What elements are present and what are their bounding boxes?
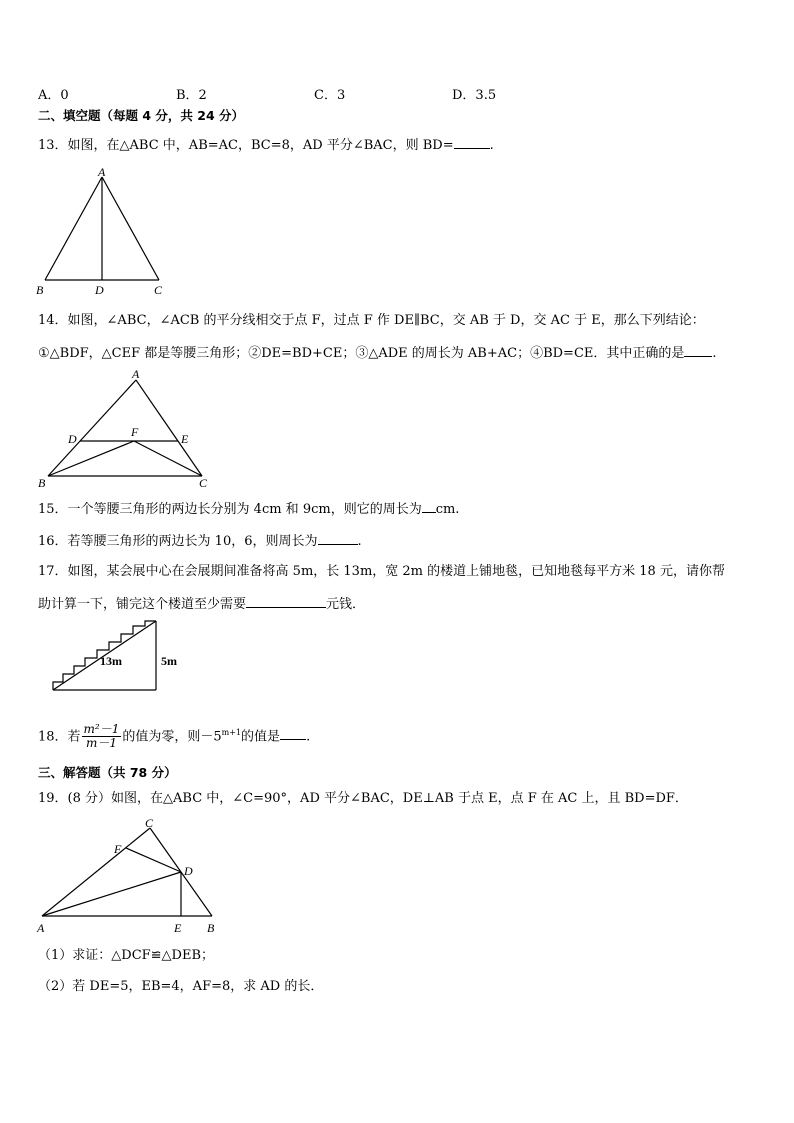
q13-label-d: D xyxy=(95,283,104,297)
q17-label-height: 5m xyxy=(161,654,177,668)
q13-label-a: A xyxy=(98,165,106,179)
section-3-title: 三、解答题（共 78 分） xyxy=(38,765,177,780)
q19-figure xyxy=(30,812,230,937)
question-18 xyxy=(38,713,310,753)
q15-end: cm. xyxy=(435,502,460,517)
q17-text: 助计算一下，铺完这个楼道至少需要 xyxy=(38,597,247,612)
q18-end: . xyxy=(306,729,311,745)
q13-end: . xyxy=(489,138,494,153)
q17-staircase-figure xyxy=(50,618,190,698)
q19-label-a: A xyxy=(37,921,45,935)
q14-text: ①△BDF，△CEF 都是等腰三角形；②DE=BD+CE；③△ADE 的周长为 AB+AC；④BD=CE．其中正确的是 xyxy=(38,346,685,361)
q14-label-f: F xyxy=(131,425,139,439)
q15-text: 15．一个等腰三角形的两边长分别为 4cm 和 9cm，则它的周长为 xyxy=(38,502,422,517)
question-17-line-2 xyxy=(38,595,365,613)
q13-label-b: B xyxy=(36,283,44,297)
q17-end: 元钱． xyxy=(326,597,366,612)
q18-numerator: m²－1 xyxy=(83,722,120,737)
question-13 xyxy=(38,136,494,154)
q18-suffix: 的值是 xyxy=(241,729,281,745)
q17-label-hypotenuse: 13m xyxy=(100,654,122,668)
q14-answer-blank xyxy=(684,344,712,357)
q13-text: 13．如图，在△ABC 中，AB=AC，BC=8，AD 平分∠BAC，则 BD= xyxy=(38,138,454,153)
choice-d: D．3.5 xyxy=(452,88,497,103)
choice-b: B．2 xyxy=(176,88,207,103)
question-17-line-1: 17．如图，某会展中心在会展期间准备将高 5m，长 13m，宽 2m 的楼道上铺地毯，已知地毯每平方米 18 元，请你帮 xyxy=(38,564,725,579)
q14-label-e: E xyxy=(181,432,189,446)
question-19: 19．(8 分）如图，在△ABC 中，∠C=90°，AD 平分∠BAC，DE⊥AB 于点 E，点 F 在 AC 上，且 BD=DF． xyxy=(38,791,688,806)
q14-label-a: A xyxy=(132,367,140,381)
q14-figure xyxy=(30,366,220,491)
q17-answer-blank xyxy=(246,595,326,608)
q19-part-2: （2）若 DE=5，EB=4，AF=8，求 AD 的长． xyxy=(38,979,324,994)
question-15 xyxy=(38,500,459,518)
q19-label-c: C xyxy=(145,816,154,830)
q16-answer-blank xyxy=(318,532,358,545)
q18-denominator: m－1 xyxy=(85,736,117,751)
q13-answer-blank xyxy=(454,136,490,149)
q18-fraction xyxy=(82,723,122,750)
question-14-line-2 xyxy=(38,344,717,362)
question-16 xyxy=(38,532,362,550)
q13-figure xyxy=(30,165,180,300)
choice-c: C．3 xyxy=(314,88,346,103)
q18-exponent: m+1 xyxy=(221,728,242,737)
section-2-title: 二、填空题（每题 4 分，共 24 分） xyxy=(38,108,245,123)
q16-text: 16．若等腰三角形的两边长为 10，6，则周长为 xyxy=(38,534,318,549)
q18-prefix: 18．若 xyxy=(38,729,81,745)
q19-label-b: B xyxy=(207,921,215,935)
q19-part-1: （1）求证：△DCF≌△DEB； xyxy=(38,948,215,963)
q19-label-d: D xyxy=(184,864,193,878)
q14-label-b: B xyxy=(38,476,46,490)
q14-label-c: C xyxy=(199,476,208,490)
choice-a: A．0 xyxy=(38,88,69,103)
q15-answer-blank xyxy=(422,500,436,513)
q16-end: . xyxy=(357,534,362,549)
q14-label-d: D xyxy=(68,432,77,446)
q19-label-e: E xyxy=(174,921,182,935)
q13-label-c: C xyxy=(154,283,163,297)
q18-answer-blank xyxy=(280,727,306,740)
question-14-line-1: 14．如图，∠ABC，∠ACB 的平分线相交于点 F，过点 F 作 DE∥BC，交 AB 于 D，交 AC 于 E，那么下列结论： xyxy=(38,313,705,328)
q19-label-f: F xyxy=(114,842,122,856)
q14-end: . xyxy=(712,346,717,361)
q18-middle: 的值为零，则－5 xyxy=(122,729,222,745)
